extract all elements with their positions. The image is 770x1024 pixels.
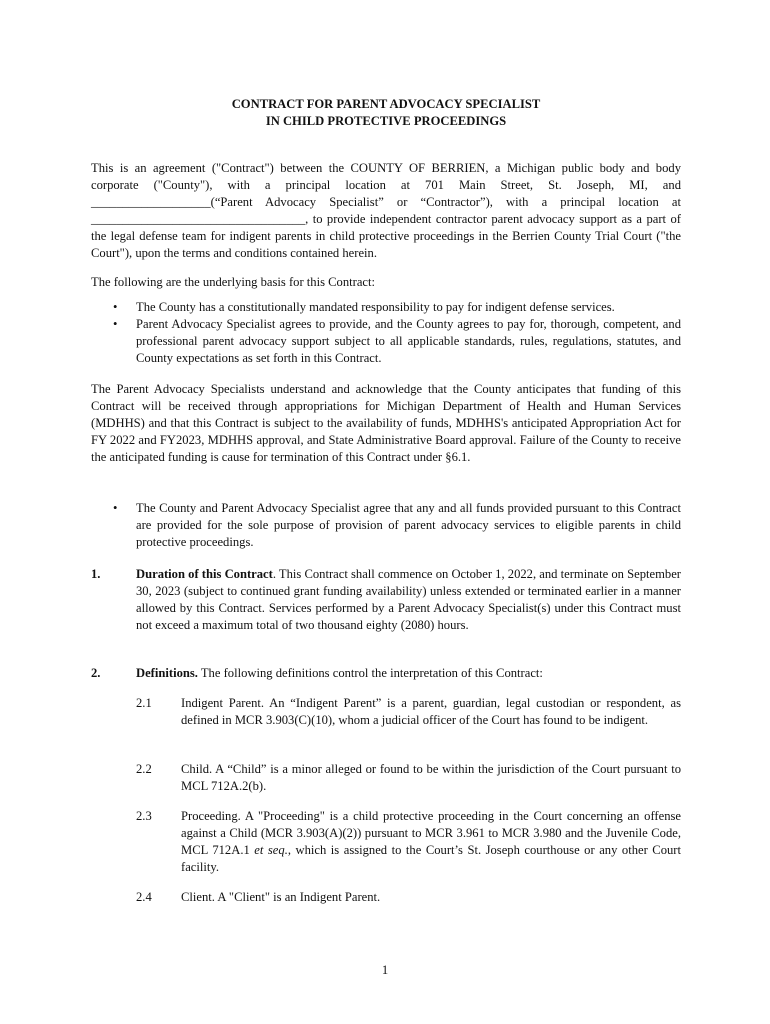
- purpose-bullet-list: [91, 500, 681, 551]
- basis-bullet-1: [91, 299, 681, 316]
- basis-bullet-text: Parent Advocacy Specialist agrees to provide, and the County agrees to pay for, thorough, competent, and professional parent advocacy support subject to all applicable standards, rules, regulations, statutes, and County expectations as set forth in this Contract.: [136, 317, 681, 365]
- funding-paragraph: The Parent Advocacy Specialists understand and acknowledge that the County anticipates that funding of this Contract will be received through appropriations for Michigan Department of Health and Human Services (MDHHS) and that this Contract is subject to the availability of funds, MDHHS's anticipated Appropriation Act for FY 2022 and FY2023, MDHHS approval, and State Administrative Board approval. Failure of the County to receive the anticipated funding is cause for termination of this Contract under §6.1.: [91, 382, 681, 464]
- section-number: 1.: [91, 567, 101, 581]
- title-line-1: CONTRACT FOR PARENT ADVOCACY SPECIALIST: [231, 97, 541, 111]
- title-line-2: IN CHILD PROTECTIVE PROCEEDINGS: [265, 114, 507, 128]
- section-text: . This Contract shall commence on October 1, 2022, and terminate on September 30, 2023 (subject to continued grant funding availability) unless extended or terminated earlier in a manner allowed by this Contract. Services performed by a Parent Advocacy Specialist(s) under this Contract must not exceed a maximum total of two thousand eighty (2080) hours.: [136, 567, 681, 632]
- definition-indigent-parent: [136, 695, 681, 729]
- section-heading: Definitions.: [136, 666, 198, 680]
- definition-text-part: , which is assigned to the Court’s St. Joseph courthouse or any other Court facility.: [181, 843, 681, 874]
- definition-text-italic: et seq.: [254, 843, 288, 857]
- definition-proceeding: [136, 808, 681, 876]
- section-definitions: [91, 665, 681, 682]
- basis-bullet-text: The County has a constitutionally mandated responsibility to pay for indigent defense services.: [136, 300, 615, 314]
- document-title: [91, 96, 681, 130]
- section-number: 2.: [91, 666, 101, 680]
- section-text: The following definitions control the interpretation of this Contract:: [197, 666, 543, 680]
- definition-text-part: Proceeding. A "Proceeding" is a child protective proceeding in the Court concerning an offense against a Child (MCR 3.903(A)(2)) pursuant to MCR 3.961 to MCR 3.980 and the Juvenile Code, MCL 712A.1: [181, 809, 681, 857]
- bullet-icon: •: [113, 300, 118, 314]
- basis-bullet-2: [91, 316, 681, 367]
- page-number: 1: [381, 963, 389, 977]
- definition-text: [181, 808, 681, 876]
- definition-number: 2.4: [136, 890, 152, 904]
- basis-heading: The following are the underlying basis for this Contract:: [91, 275, 375, 289]
- definition-number: 2.2: [136, 762, 152, 776]
- intro-paragraph: This is an agreement ("Contract") between the COUNTY OF BERRIEN, a Michigan public body and body corporate ("County"), with a principal location at 701 Main Street, St. Joseph, MI, and ___________________(“Parent Advocacy Specialist” or “Contractor”), with a principal location at __________________________________, to provide independent contractor parent advocacy support as a part of the legal defense team for indigent parents in child protective proceedings in the Berrien County Trial Court ("the Court"), upon the terms and conditions contained herein.: [91, 161, 681, 260]
- definition-client: [136, 889, 681, 906]
- purpose-bullet: [91, 500, 681, 551]
- definition-text: Indigent Parent. An “Indigent Parent” is a parent, guardian, legal custodian or respondent, as defined in MCR 3.903(C)(10), whom a judicial officer of the Court has found to be indigent.: [181, 696, 681, 727]
- basis-bullet-list: [91, 299, 681, 367]
- bullet-icon: •: [113, 317, 118, 331]
- definition-number: 2.3: [136, 809, 152, 823]
- definition-child: [136, 761, 681, 795]
- bullet-icon: •: [113, 501, 118, 515]
- purpose-bullet-text: The County and Parent Advocacy Specialist agree that any and all funds provided pursuant to this Contract are provided for the sole purpose of provision of parent advocacy services to eligible parents in child protective proceedings.: [136, 501, 681, 549]
- section-duration: [91, 566, 681, 634]
- section-heading: Duration of this Contract: [136, 567, 273, 581]
- definition-number: 2.1: [136, 696, 152, 710]
- definition-text: Child. A “Child” is a minor alleged or found to be within the jurisdiction of the Court pursuant to MCL 712A.2(b).: [181, 762, 681, 793]
- definition-text: Client. A "Client" is an Indigent Parent.: [181, 890, 381, 904]
